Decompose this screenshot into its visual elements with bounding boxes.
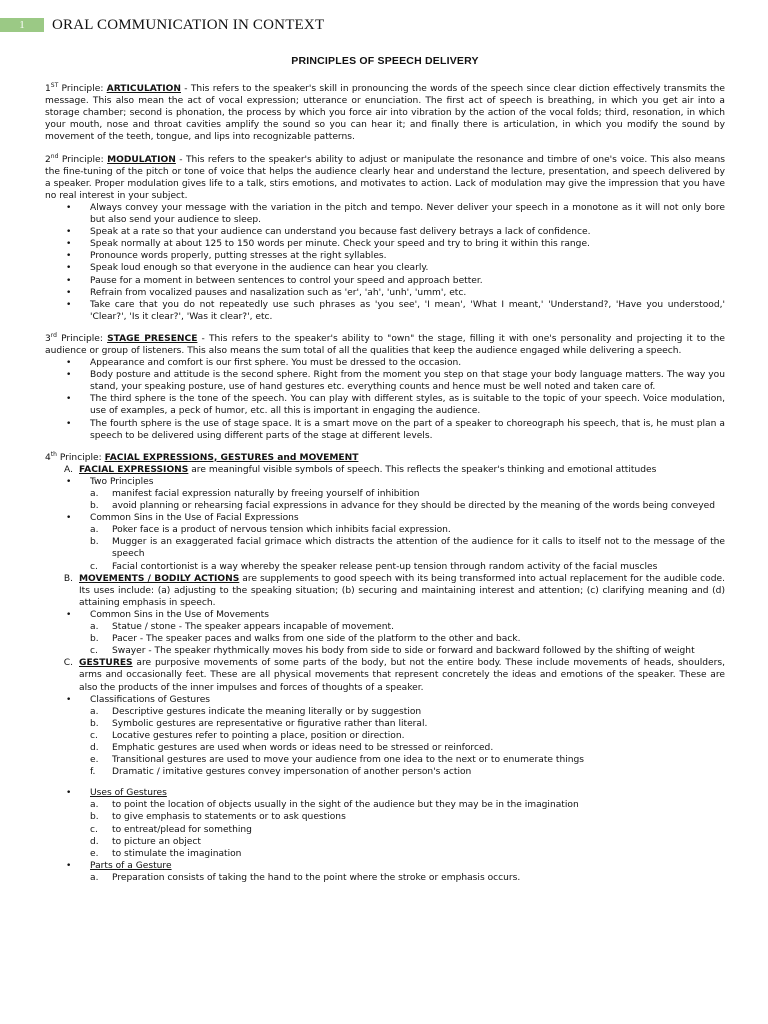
list-item: • Take care that you do not repeatedly use such phrases as 'you see', 'I mean', 'What I meant,' 'Understand?, 'Have you understood,' 'Clear?', 'Is it clear?', 'Was it clear?', etc. <box>45 299 725 323</box>
item-text: to point the location of objects usually in the sight of the audience but they may be in the imagination <box>112 800 579 811</box>
group-title: • Classifications of Gestures <box>45 694 725 706</box>
list-item <box>90 754 725 766</box>
ordinal-suffix: nd <box>50 152 59 160</box>
list-item: • Pause for a moment in between sentences to control your speed and approach better. <box>45 275 725 287</box>
principle-number: 3 <box>45 333 51 344</box>
item-text: Statue / stone - The speaker appears incapable of movement. <box>112 622 394 633</box>
principle-keyword: MODULATION <box>107 154 176 165</box>
list-item <box>90 633 725 645</box>
principle-number: 4 <box>45 452 51 463</box>
item-text: Symbolic gestures are representative or figurative rather than literal. <box>112 718 428 729</box>
list-item: • Speak loud enough so that everyone in the audience can hear you clearly. <box>45 262 725 274</box>
item-text: to picture an object <box>112 836 201 847</box>
list-item <box>90 536 725 560</box>
facial-groups <box>45 476 725 488</box>
item-marker: a. <box>90 489 99 499</box>
section-keyword: FACIAL EXPRESSIONS <box>79 464 189 475</box>
item-marker: e. <box>90 848 99 859</box>
item-text: Poker face is a product of nervous tension which inhibits facial expression. <box>112 525 451 536</box>
principle-number: 1 <box>45 84 51 95</box>
item-marker: d. <box>90 836 99 847</box>
group-title: • Common Sins in the Use of Facial Expressions <box>45 512 725 524</box>
list-item <box>90 766 725 778</box>
ordinal-suffix: th <box>50 450 57 458</box>
list-item <box>90 799 725 811</box>
list-item: • Body posture and attitude is the second sphere. Right from the moment you step on that stage your body language matters. The way you stand, your speaking posture, use of hand gestures etc. everything counts and hence must be well noted and taken care of. <box>45 369 725 393</box>
item-marker: d. <box>90 742 99 753</box>
stage-presence-spheres <box>45 357 725 442</box>
modulation-tips <box>45 202 725 323</box>
item-text: Descriptive gestures indicate the meaning literally or by suggestion <box>112 706 422 717</box>
item-text: Transitional gestures are used to move your audience from one idea to the next or to enumerate things <box>112 755 585 766</box>
page-header <box>0 14 768 36</box>
section-movements <box>45 573 725 658</box>
section-gestures <box>45 657 725 884</box>
list-item: • Speak at a rate so that your audience can understand you because fast delivery betrays a lack of confidence. <box>45 226 725 238</box>
section-keyword: MOVEMENTS / BODILY ACTIONS <box>79 573 240 584</box>
section-letter: A. <box>64 464 73 475</box>
sub-list <box>90 706 725 779</box>
section-text: are supplements to good speech with its being transformed into actual replacement for the audible code. Its uses include: (a) adjusting to the speaking situation; (b) securing and maintaining interest and attention; (c) clarifying meaning and (d) attaining emphasis in speech. <box>79 573 725 608</box>
principle-lead: Principle: <box>58 84 107 95</box>
item-marker: b. <box>90 634 99 645</box>
list-item <box>90 836 725 848</box>
section-keyword: GESTURES <box>79 658 133 669</box>
item-text: Preparation consists of taking the hand to the point where the stroke or emphasis occurs. <box>112 872 521 883</box>
list-item: • Refrain from vocalized pauses and nasalization such as 'er', 'ah', 'unh', 'umm', etc. <box>45 287 725 299</box>
sub-list <box>90 799 725 859</box>
list-item <box>90 706 725 718</box>
item-text: Swayer - The speaker rhythmically moves his body from side to side or forward and backward followed by the shifting of weight <box>112 646 695 657</box>
group-title: Parts of a Gesture <box>90 860 172 871</box>
item-marker: b. <box>90 718 99 729</box>
gesture-uses <box>45 787 725 799</box>
item-marker: c. <box>90 824 98 835</box>
sub-list <box>90 524 725 572</box>
principle-4-sections <box>45 464 725 884</box>
sub-list <box>90 872 725 884</box>
list-item <box>90 645 725 657</box>
item-text: Mugger is an exaggerated facial grimace which distracts the attention of the audience for it calls to itself not to the message of the speech <box>112 537 725 560</box>
item-marker: b. <box>90 812 99 823</box>
section-text: are purposive movements of some parts of the body, but not the entire body. These include movements of heads, shoulders, arms and occasionally feet. These are all physical movements that represent concretely the ideas and emotions of the speaker. These are also the products of the inner impulses and forces of thoughts of a speaker. <box>79 658 725 693</box>
list-item <box>90 872 725 884</box>
group-title: Uses of Gestures <box>90 788 167 799</box>
principle-text: - This refers to the speaker's skill in pronouncing the words of the speech since clear diction effectively transmits the message. This also mean the act of vocal expression; utterance or enunciation. The first act of speech is breathing, in which you get air into a storage chamber; second is phonation, the process by which you force air into vibration by the action of the vocal folds; third, resonation, in which your mouth, nose and throat cavities amplify the sound so you can hear it; and finally there is articulation, in which you modify the sound by movement of the teeth, tongue, and lips into recognizable patterns. <box>45 84 725 143</box>
page-number: 1 <box>0 18 44 32</box>
document-body <box>45 55 725 884</box>
item-marker: a. <box>90 800 99 811</box>
principle-text: - This refers to the speaker's ability to adjust or manipulate the resonance and timbre of one's voice. This also means the fine-tuning of the pitch or tone of voice that helps the audience clearly hear and understand the lecture, presentation, and speech delivered by a speaker. Proper modulation gives life to a talk, stirs emotions, and motivates to action. Lack of modulation may give the impression that you have no real interest in your subject. <box>45 154 726 201</box>
principle-4 <box>45 452 725 464</box>
section-letter: C. <box>63 658 73 669</box>
item-text: Facial contortionist is a way whereby the speaker release pent-up tension through random activity of the facial muscles <box>112 561 658 572</box>
list-item: • Pronounce words properly, putting stresses at the right syllables. <box>45 250 725 262</box>
principle-2 <box>45 154 725 202</box>
section-letter: B. <box>63 573 73 584</box>
principle-lead: Principle: <box>58 154 108 165</box>
item-marker: a. <box>90 622 99 633</box>
gesture-parts <box>45 860 725 872</box>
sub-list <box>90 488 725 512</box>
list-item <box>90 742 725 754</box>
group-title: • Common Sins in the Use of Movements <box>45 609 725 621</box>
principle-1 <box>45 83 725 143</box>
item-marker: e. <box>90 755 99 766</box>
principle-keyword: STAGE PRESENCE <box>107 333 198 344</box>
section-facial-expressions <box>45 464 725 573</box>
list-item <box>90 848 725 860</box>
item-marker: a. <box>90 706 99 717</box>
group-title-wrap <box>45 787 725 799</box>
list-item <box>90 718 725 730</box>
spacer <box>73 778 725 787</box>
item-text: Emphatic gestures are used when words or ideas need to be stressed or reinforced. <box>112 742 494 753</box>
list-item: • Appearance and comfort is our first sphere. You must be dressed to the occasion. <box>45 357 725 369</box>
group-title-wrap <box>45 860 725 872</box>
item-text: Locative gestures refer to pointing a place, position or direction. <box>112 730 405 741</box>
item-text: Pacer - The speaker paces and walks from one side of the platform to the other and back. <box>112 634 521 645</box>
list-item <box>90 524 725 536</box>
list-item: • The fourth sphere is the use of stage space. It is a smart move on the part of a speaker to choreograph his speech, that is, he must plan a speech to be delivered using different parts of the stage at different levels. <box>45 418 725 442</box>
item-marker: a. <box>90 872 99 883</box>
principle-text: - This refers to the speaker's ability to "own" the stage, filling it with one's personality and projecting it to the audience or group of listeners. This also means the sum total of all the qualities that keep the audience engaged while delivering a speech. <box>45 333 725 356</box>
list-item <box>90 500 725 512</box>
principle-lead: Principle: <box>56 333 108 344</box>
item-marker: a. <box>90 525 99 536</box>
item-marker: c. <box>90 646 98 657</box>
principle-3 <box>45 333 725 357</box>
item-text: to entreat/plead for something <box>112 824 252 835</box>
facial-groups-2 <box>45 512 725 524</box>
section-text: are meaningful visible symbols of speech. This reflects the speaker's thinking and emotional attitudes <box>188 464 657 475</box>
sub-list <box>90 621 725 657</box>
group-title: • Two Principles <box>45 476 725 488</box>
item-marker: c. <box>90 730 98 741</box>
principle-keyword: ARTICULATION <box>106 84 182 95</box>
list-item <box>90 621 725 633</box>
ordinal-suffix: ST <box>50 82 59 90</box>
item-marker: c. <box>90 561 98 572</box>
course-title: ORAL COMMUNICATION IN CONTEXT <box>52 17 325 33</box>
item-text: Dramatic / imitative gestures convey impersonation of another person's action <box>112 767 472 778</box>
item-text: manifest facial expression naturally by freeing yourself of inhibition <box>112 489 420 499</box>
movement-groups <box>45 609 725 621</box>
list-item <box>90 730 725 742</box>
list-item <box>90 561 725 573</box>
principle-keyword: FACIAL EXPRESSIONS, GESTURES and MOVEMENT <box>104 452 359 463</box>
gesture-classifications <box>45 694 725 706</box>
principle-number: 2 <box>45 154 51 165</box>
item-text: avoid planning or rehearsing facial expressions in advance for they should be directed by the meaning of the words being conveyed <box>112 501 715 512</box>
ordinal-suffix: rd <box>50 331 57 339</box>
list-item <box>90 824 725 836</box>
list-item <box>90 488 725 500</box>
item-marker: b. <box>90 501 99 512</box>
item-text: to stimulate the imagination <box>112 848 242 859</box>
item-marker: f. <box>90 767 96 778</box>
list-item <box>90 811 725 823</box>
list-item: • Speak normally at about 125 to 150 words per minute. Check your speed and try to bring it within this range. <box>45 238 725 250</box>
item-marker: b. <box>90 537 99 548</box>
document-title: PRINCIPLES OF SPEECH DELIVERY <box>291 55 479 67</box>
list-item: • Always convey your message with the variation in the pitch and tempo. Never deliver your speech in a monotone as it will not only bore but also send your audience to sleep. <box>45 202 725 226</box>
principle-lead: Principle: <box>56 452 105 463</box>
list-item: • The third sphere is the tone of the speech. You can play with different styles, as is suitable to the topic of your speech. Voice modulation, use of examples, a peck of humor, etc. all this is important in engaging the audience. <box>45 393 725 417</box>
item-text: to give emphasis to statements or to ask questions <box>112 812 346 823</box>
